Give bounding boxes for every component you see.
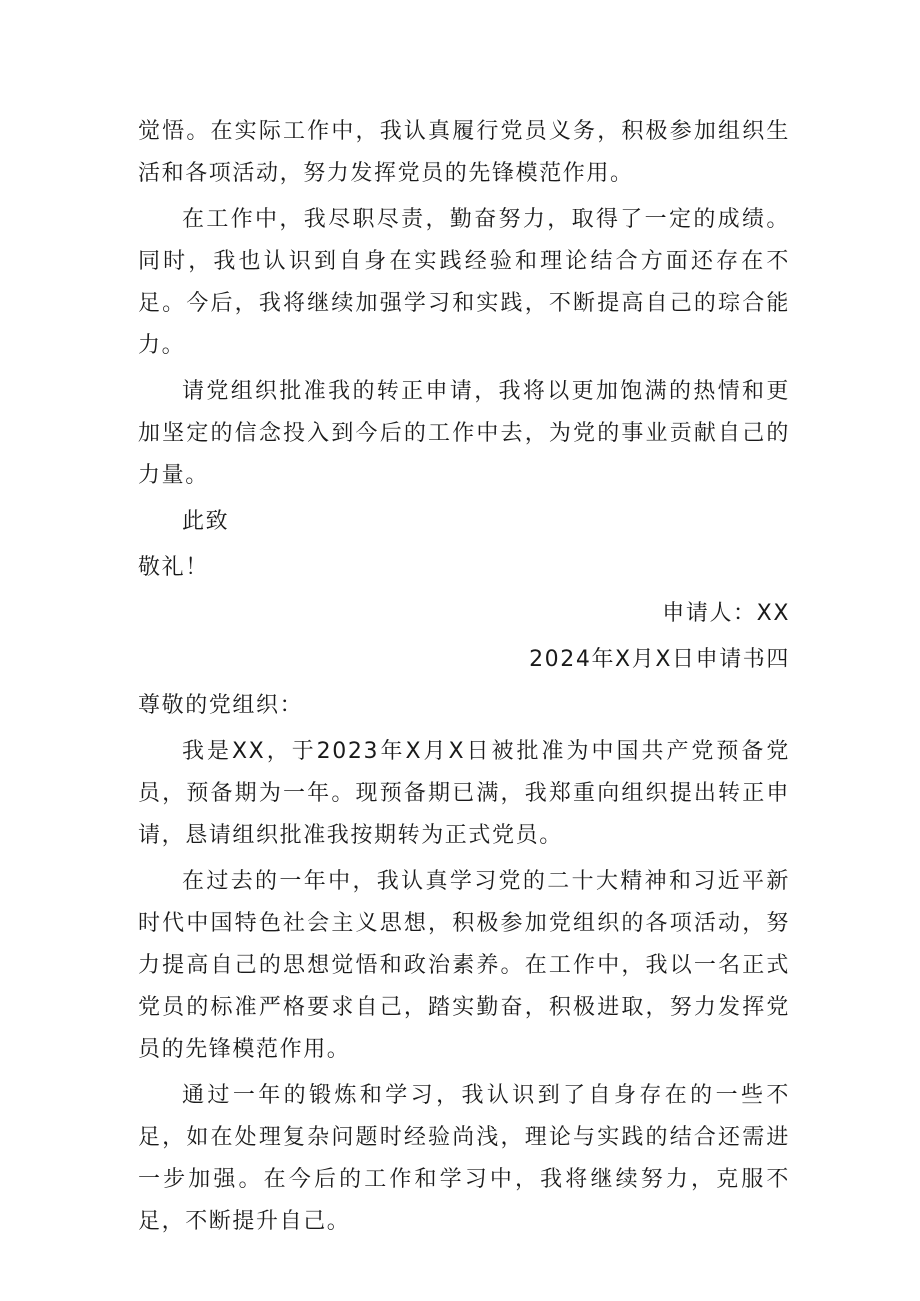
signature-line: 申请人：XX (662, 601, 790, 626)
closing-regards: 敬礼！ (138, 555, 209, 580)
reflection-paragraph: 通过一年的锻炼和学习，我认识到了自身存在的一些不足，如在处理复杂问题时经验尚浅，理论与实践的结合还需进一步加强。在今后的工作和学习中，我将继续努力，克服不足，不断提升自己。 (138, 1083, 790, 1234)
continuation-paragraph: 觉悟。在实际工作中，我认真履行党员义务，积极参加组织生活和各项活动，努力发挥党员的先锋模范作用。 (138, 119, 790, 186)
request-paragraph: 请党组织批准我的转正申请，我将以更加饱满的热情和更加坚定的信念投入到今后的工作中去，为党的事业贡献自己的力量。 (138, 379, 790, 488)
date-and-next-title: 2024年X月X日申请书四 (529, 647, 790, 672)
document-page (138, 111, 790, 1243)
study-paragraph: 在过去的一年中，我认真学习党的二十大精神和习近平新时代中国特色社会主义思想，积极参加党组织的各项活动，努力提高自己的思想觉悟和政治素养。在工作中，我以一名正式党员的标准严格要求自己，踏实勤奋，积极进取，努力发挥党员的先锋模范作用。 (138, 869, 790, 1062)
intro-paragraph: 我是XX，于2023年X月X日被批准为中国共产党预备党员，预备期为一年。现预备期已满，我郑重向组织提出转正申请，恳请组织批准我按期转为正式党员。 (138, 739, 790, 848)
closing-salutation: 此致 (182, 509, 230, 534)
salutation: 尊敬的党组织： (138, 693, 304, 718)
work-paragraph: 在工作中，我尽职尽责，勤奋努力，取得了一定的成绩。同时，我也认识到自身在实践经验和理论结合方面还存在不足。今后，我将继续加强学习和实践，不断提高自己的琮合能力。 (138, 207, 790, 358)
